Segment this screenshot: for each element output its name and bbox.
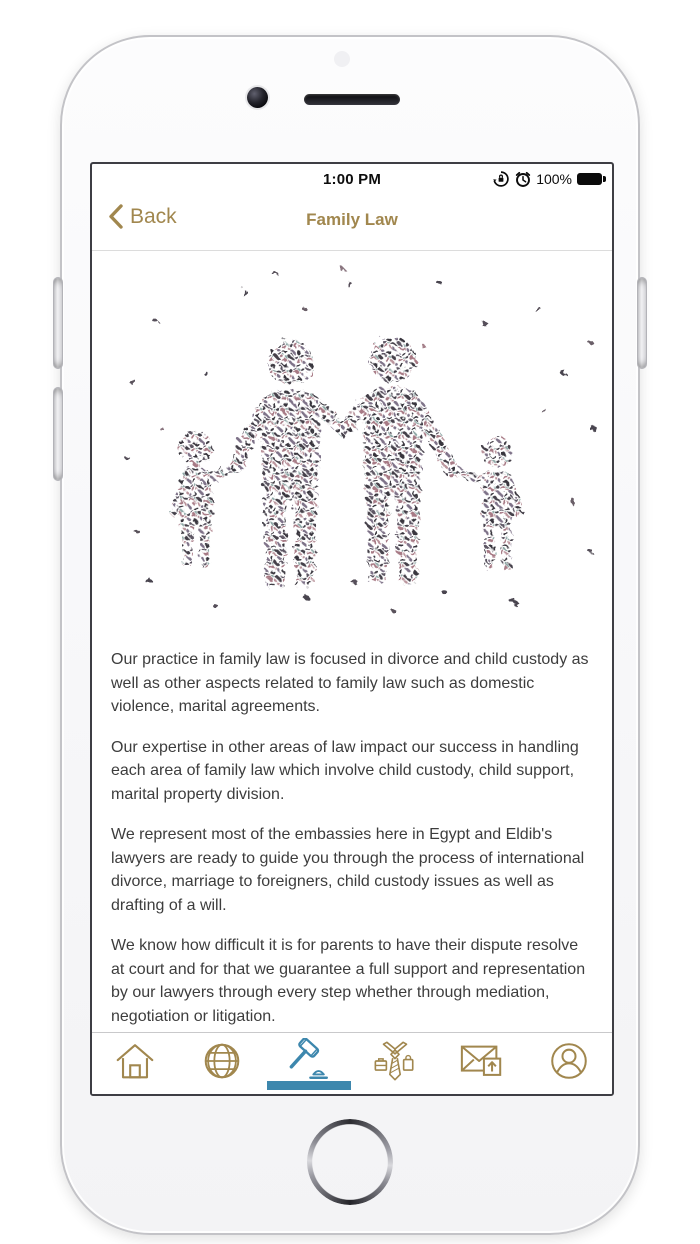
page-title: Family Law xyxy=(306,210,398,229)
volume-up-button xyxy=(53,277,63,369)
profile-icon xyxy=(546,1038,592,1084)
family-crowd-image xyxy=(92,251,612,641)
earpiece-speaker xyxy=(304,94,400,105)
adult-right-silhouette xyxy=(345,337,451,584)
child-left-silhouette xyxy=(175,431,233,567)
tab-home[interactable] xyxy=(92,1033,179,1094)
adult-left-silhouette xyxy=(237,340,343,588)
paragraph: We know how difficult it is for parents to have their dispute resolve at court and for that we guarantee a full support and representation by our lawyers through every step whether through mediation, negotiation or litigation. xyxy=(111,937,586,1025)
tab-business[interactable] xyxy=(352,1033,439,1094)
tab-bar xyxy=(92,1032,612,1094)
app-screen xyxy=(90,162,614,1096)
tab-global[interactable] xyxy=(179,1033,266,1094)
battery-icon xyxy=(577,173,602,185)
home-icon xyxy=(112,1038,158,1084)
back-label: Back xyxy=(130,204,177,228)
navigation-bar xyxy=(92,194,612,251)
active-tab-underline xyxy=(267,1081,351,1090)
rotation-lock-icon xyxy=(492,170,510,188)
home-button xyxy=(307,1119,393,1205)
article-body xyxy=(92,641,612,1028)
tie-briefcase-icon xyxy=(372,1038,418,1084)
gavel-icon xyxy=(286,1038,332,1084)
globe-icon xyxy=(199,1038,245,1084)
child-right-silhouette xyxy=(454,436,519,569)
mail-send-icon xyxy=(459,1038,505,1084)
iphone-frame xyxy=(60,35,640,1235)
clock-time: 1:00 PM xyxy=(322,171,382,188)
front-camera xyxy=(247,87,268,108)
tab-family-law[interactable] xyxy=(265,1033,352,1094)
alarm-icon xyxy=(514,170,532,188)
status-indicators xyxy=(492,170,602,188)
paragraph: Our expertise in other areas of law impact our success in handling each area of family law which involve child custody, child support, marital property division. xyxy=(111,738,579,803)
battery-percent: 100% xyxy=(536,171,572,187)
paragraph: We represent most of the embassies here in Egypt and Eldib's lawyers are ready to guide you through the process of international divorce, marriage to foreigners, child custody issues as well as drafting of a will. xyxy=(111,826,585,914)
paragraph: Our practice in family law is focused in divorce and child custody as well as other aspects related to family law such as domestic violence, marital agreements. xyxy=(111,651,589,715)
power-button xyxy=(637,277,647,369)
tab-profile[interactable] xyxy=(525,1033,612,1094)
volume-down-button xyxy=(53,387,63,481)
status-bar xyxy=(92,164,612,194)
proximity-sensor xyxy=(334,51,350,67)
tab-contact[interactable] xyxy=(439,1033,526,1094)
